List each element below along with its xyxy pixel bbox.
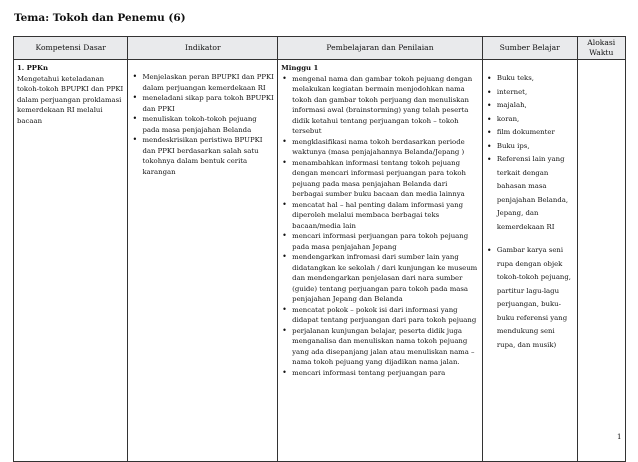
list-item: • mengenal nama dan gambar tokoh pejuang dengan melakukan kegiatan bermain menjodohkan nama tokoh dan gambar tokoh perjuang dan menuliskan informasi awal (brainstorming) yang telah peserta didik ketahui tentang perjuangan tokoh – tokoh tersebut	[281, 74, 479, 137]
alokasi-cell	[577, 60, 625, 462]
header-indikator: Indikator	[128, 37, 278, 60]
list-item: • mencari informasi perjuangan para tokoh pejuang pada masa penjajahan Jepang	[281, 231, 479, 252]
sumber-cell	[482, 60, 577, 462]
list-item: • Menjelaskan peran BPUPKI dan PPKI dalam perjuangan kemerdekaan RI	[131, 72, 274, 93]
header-alokasi: Alokasi Waktu	[577, 37, 625, 60]
list-item: • Gambar karya seni rupa dengan objek tokoh-tokoh pejuang, partitur lagu-lagu perjuangan, buku-buku referensi yang mendukung seni rupa, dan musik)	[486, 244, 574, 352]
week-label: Minggu 1	[281, 64, 319, 72]
pembelajaran-list	[281, 74, 479, 379]
pembelajaran-cell	[278, 60, 483, 462]
list-item: • Buku teks,	[486, 72, 574, 86]
list-item: • Referensi lain yang terkait dengan bahasan masa penjajahan Belanda, Jepang, dan kemerdekaan RI	[486, 153, 574, 234]
list-item: • menuliskan tokoh-tokoh pejuang pada masa penjajahan Belanda	[131, 114, 274, 135]
list-item: • koran,	[486, 113, 574, 127]
header-sumber: Sumber Belajar	[482, 37, 577, 60]
list-item: • mendeskrisikan peristiwa BPUPKI dan PPKI berdasarkan salah satu tokohnya dalam bentuk cerita karangan	[131, 135, 274, 177]
kompetensi-cell	[14, 60, 128, 462]
lesson-table	[13, 36, 626, 462]
header-kompetensi: Kompetensi Dasar	[14, 37, 128, 60]
list-item: • meneladani sikap para tokoh BPUPKI dan PPKI	[131, 93, 274, 114]
list-item: • mengklasifikasi nama tokoh berdasarkan periode waktunya (masa penjajahannya Belanda/Jepang )	[281, 137, 479, 158]
list-item: • Buku ips,	[486, 140, 574, 154]
list-item: • mendengarkan infromasi dari sumber lain yang didatangkan ke sekolah / dari kunjungan ke museum dan mendengarkan penjelasan dari nara sumber (guide) tentang perjuangan para tokoh pada masa penjajahan Jepang dan Belanda	[281, 252, 479, 305]
indikator-list	[131, 72, 274, 177]
header-pembelajaran: Pembelajaran dan Penilaian	[278, 37, 483, 60]
list-item: • film dokumenter	[486, 126, 574, 140]
list-item: • mencatat hal – hal penting dalam informasi yang diperoleh melalui membaca berbagai teks bacaan/media lain	[281, 200, 479, 232]
list-item: • majalah,	[486, 99, 574, 113]
page-title: Tema: Tokoh dan Penemu (6)	[14, 12, 186, 24]
list-item: • internet,	[486, 86, 574, 100]
list-item: • perjalanan kunjungan belajar, peserta didik juga menganalisa dan menuliskan nama tokoh pejuang yang ada disepanjang jalan atau menuliskan nama – nama tokoh pejuang yang dijadikan nama jalan.	[281, 326, 479, 368]
kompetensi-title: 1. PPKn	[17, 64, 48, 72]
table-row	[14, 60, 626, 462]
list-item: • menambahkan informasi tentang tokoh pejuang dengan mencari informasi perjuangan para tokoh pejuang pada masa penjajahan Belanda dari berbagai sumber buku bacaan dan media lainnya	[281, 158, 479, 200]
list-item: • mencari informasi tentang perjuangan para	[281, 368, 479, 379]
indikator-cell	[128, 60, 278, 462]
kompetensi-text: Mengetahui keteladanan tokoh-tokoh BPUPKI dan PPKI dalam perjuangan proklamasi kemerdekaan RI melalui bacaan	[17, 74, 124, 125]
page-number: 1	[617, 433, 622, 441]
table-header-row	[14, 37, 626, 60]
list-item: • mencatat pokok – pokok isi dari informasi yang didapat tentang perjuangan dari para tokoh pejuang	[281, 305, 479, 326]
sumber-list	[486, 72, 574, 352]
